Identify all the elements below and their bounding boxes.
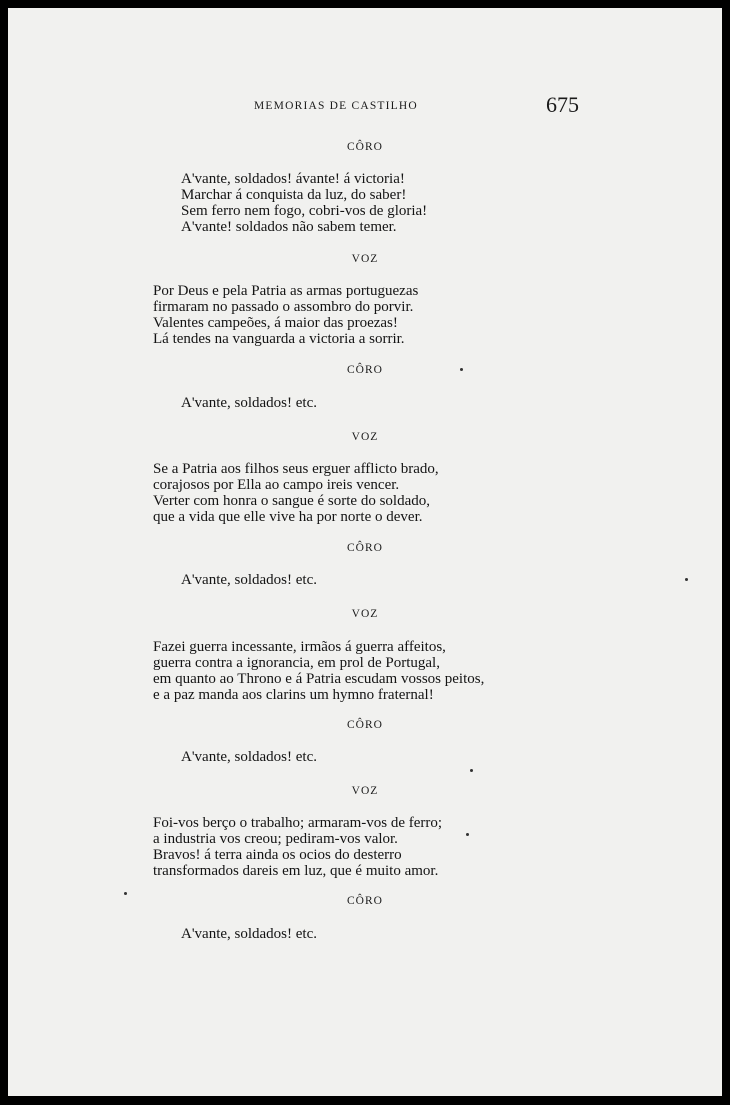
verse-line: A'vante, soldados! etc. <box>181 749 317 765</box>
section-label: VOZ <box>351 253 379 265</box>
verse-line: guerra contra a ignorancia, em prol de Portugal, <box>153 655 440 671</box>
verse-line: Bravos! á terra ainda os ocios do desterro <box>153 847 402 863</box>
verse-line: Sem ferro nem fogo, cobri-vos de gloria! <box>181 203 428 219</box>
verse-line: Por Deus e pela Patria as armas portuguezas <box>153 283 419 299</box>
scan-speck <box>470 769 473 772</box>
verse-line: e a paz manda aos clarins um hymno fraternal! <box>153 687 434 703</box>
verse-line: em quanto ao Throno e á Patria escudam vossos peitos, <box>153 671 485 687</box>
scan-speck <box>124 892 127 895</box>
stanza <box>181 926 317 942</box>
verse-line: a industria vos creou; pediram-vos valor. <box>153 831 398 847</box>
verse-line: que a vida que elle vive ha por norte o dever. <box>153 509 423 525</box>
stanza <box>181 572 317 588</box>
verse-line: A'vante, soldados! etc. <box>181 572 317 588</box>
book-page <box>8 8 722 1096</box>
verse-line: Verter com honra o sangue é sorte do soldado, <box>153 493 431 509</box>
stanza <box>153 461 439 525</box>
verse-line: A'vante! soldados não sabem temer. <box>181 219 397 235</box>
stanza <box>181 395 317 411</box>
verse-line: Fazei guerra incessante, irmãos á guerra affeitos, <box>153 639 446 655</box>
section-label: VOZ <box>351 431 379 443</box>
scan-speck <box>460 368 463 371</box>
section-label: CÔRO <box>347 364 383 376</box>
verse-line: firmaram no passado o assombro do porvir. <box>153 299 414 315</box>
stanza <box>153 283 418 347</box>
verse-line: A'vante, soldados! etc. <box>181 395 317 411</box>
running-title: MEMORIAS DE CASTILHO <box>254 100 418 112</box>
verse-line: Lá tendes na vanguarda a victoria a sorrir. <box>153 331 405 347</box>
verse-line: Marchar á conquista da luz, do saber! <box>181 187 407 203</box>
verse-line: Valentes campeões, á maior das proezas! <box>153 315 398 331</box>
section-label: CÔRO <box>347 895 383 907</box>
verse-line: A'vante, soldados! ávante! á victoria! <box>181 171 405 187</box>
scan-speck <box>466 833 469 836</box>
page-header <box>8 92 722 122</box>
section-label: VOZ <box>351 785 379 797</box>
scan-speck <box>685 578 688 581</box>
stanza <box>181 171 427 235</box>
stanza <box>181 749 317 765</box>
section-label: CÔRO <box>347 542 383 554</box>
stanza <box>153 815 442 879</box>
page-number: 675 <box>546 92 579 117</box>
verse-line: transformados dareis em luz, que é muito amor. <box>153 863 439 879</box>
section-label: VOZ <box>351 608 379 620</box>
section-label: CÔRO <box>347 719 383 731</box>
section-label: CÔRO <box>347 141 383 153</box>
verse-line: Se a Patria aos filhos seus erguer afflicto brado, <box>153 461 439 477</box>
verse-line: A'vante, soldados! etc. <box>181 926 317 942</box>
verse-line: Foi-vos berço o trabalho; armaram-vos de ferro; <box>153 815 443 831</box>
verse-line: corajosos por Ella ao campo ireis vencer. <box>153 477 400 493</box>
stanza <box>153 639 484 703</box>
